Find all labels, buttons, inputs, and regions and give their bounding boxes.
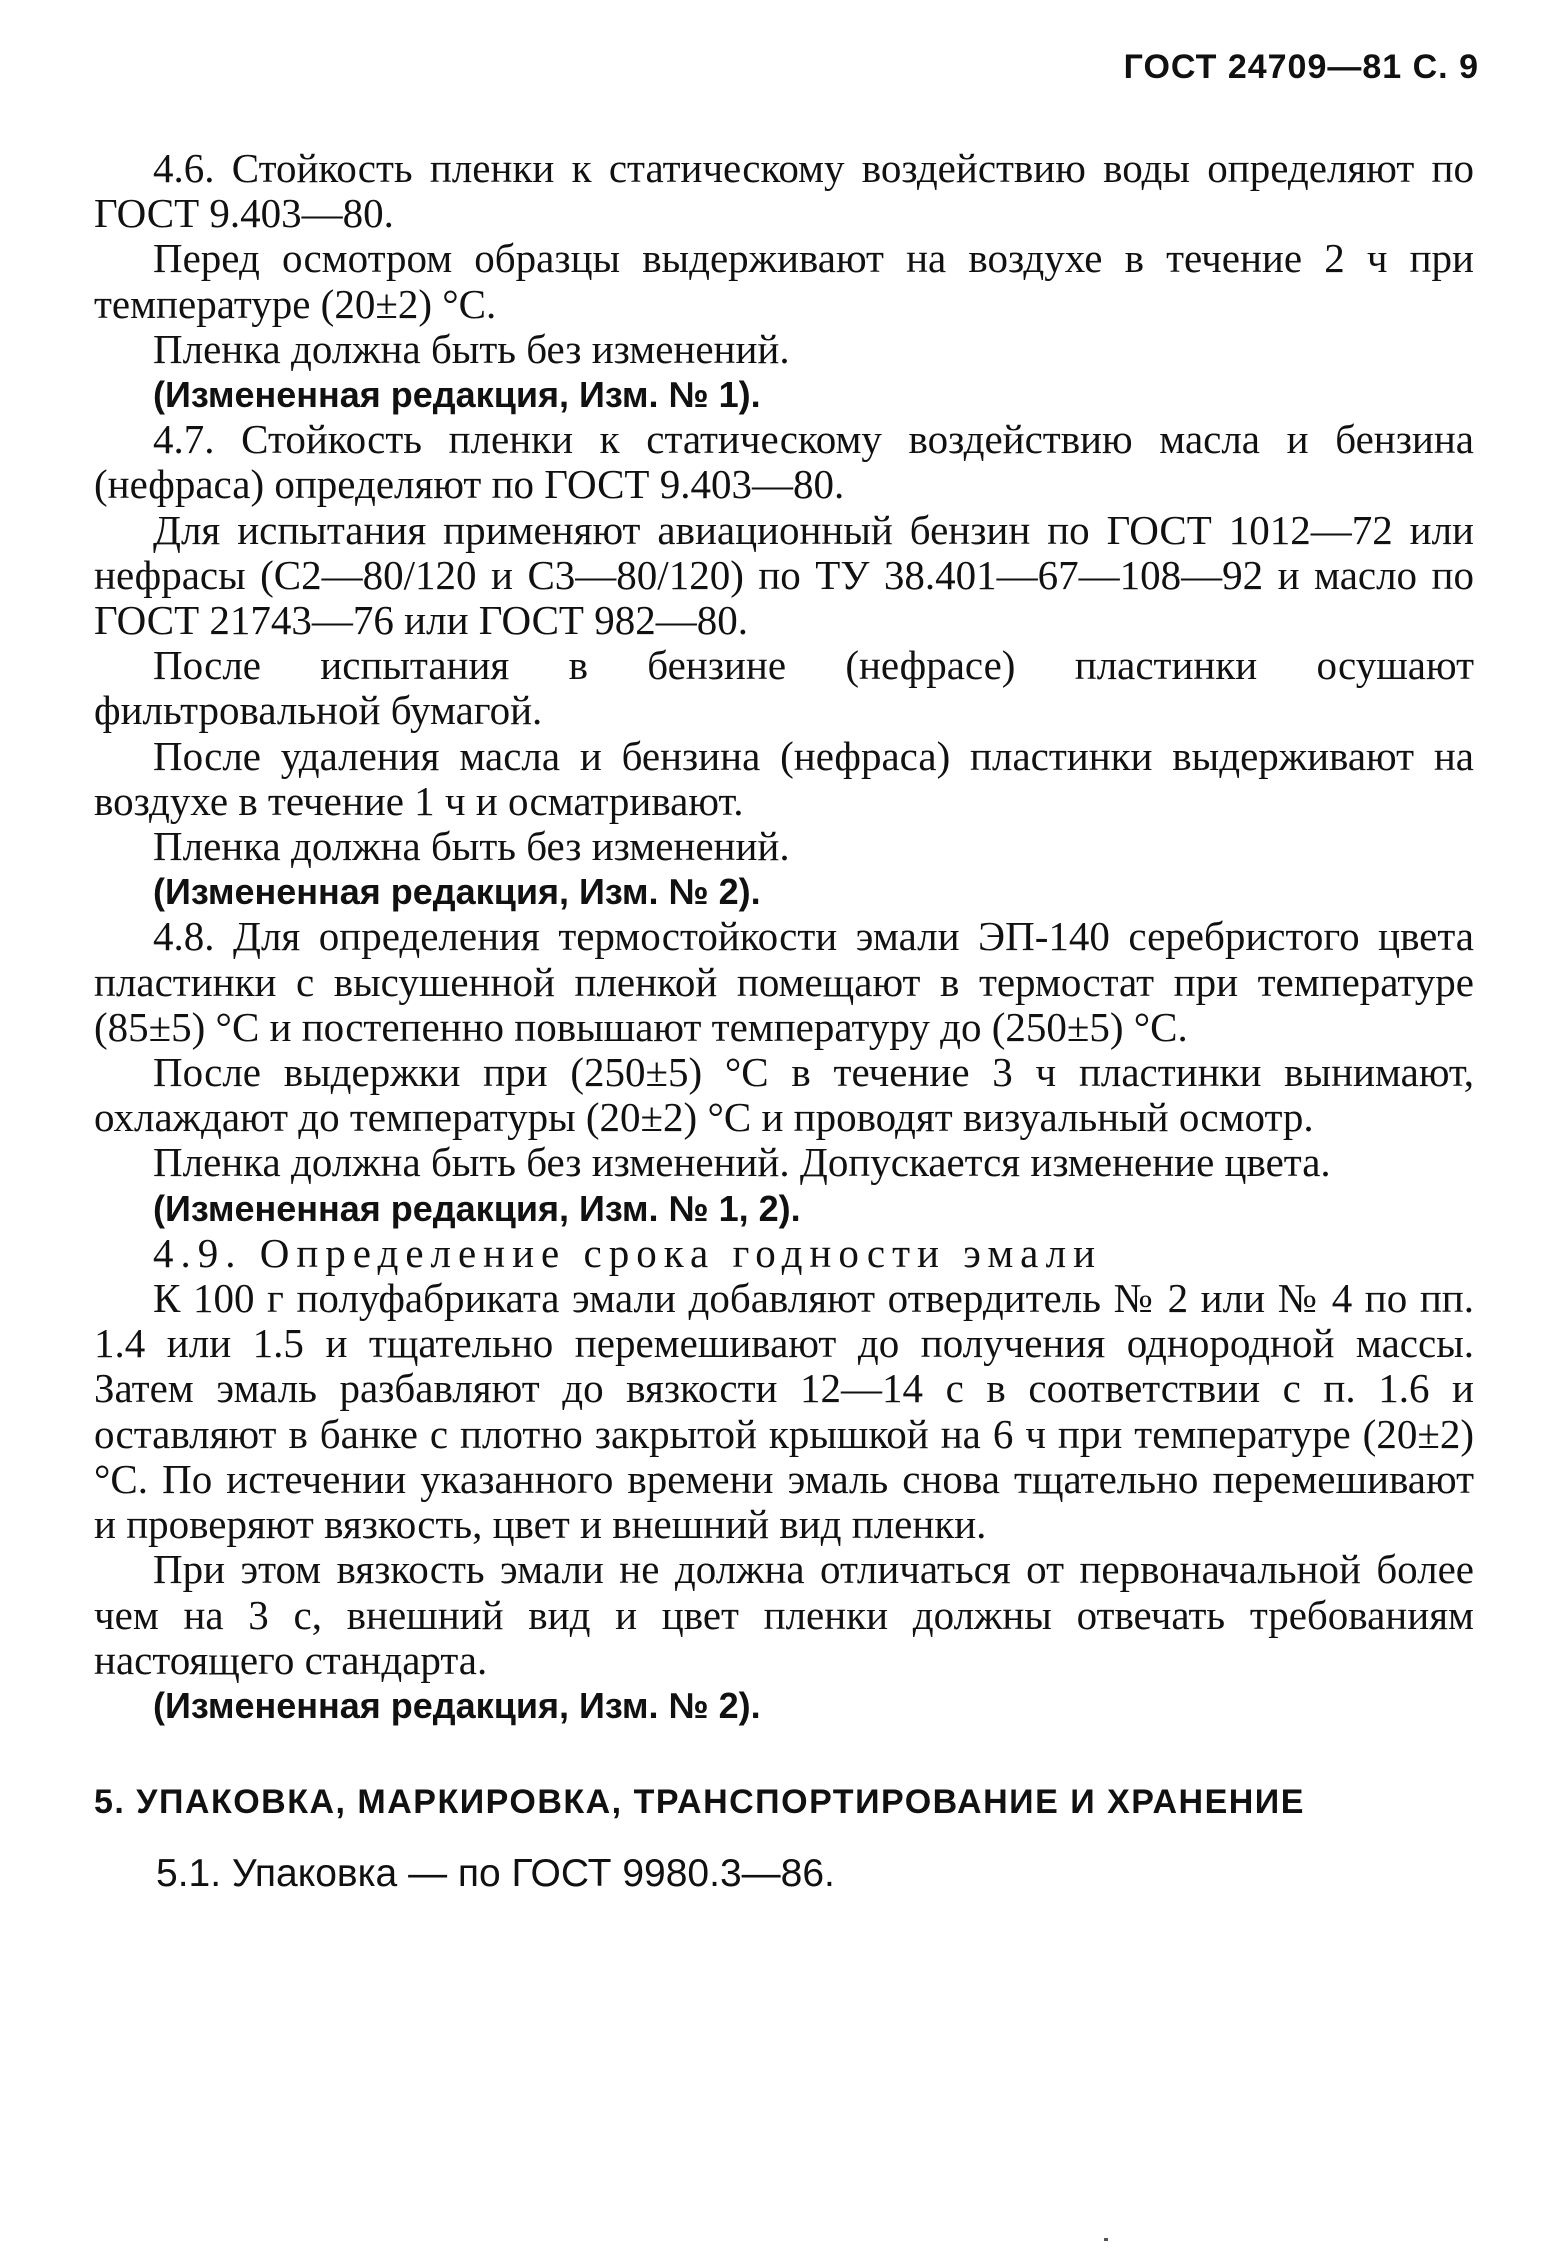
clause-4-7: 4.7. Стойкость пленки к статическому воздействию масла и бензина (нефраса) определяют по ГОСТ 9.403—80. (94, 416, 1474, 508)
scan-speck (1104, 2238, 1108, 2241)
clause-4-9-requirement: При этом вязкость эмали не должна отличаться от первоначальной более чем на 3 с, внешний вид и цвет пленки должны отвечать требованиям настоящего стандарта. (94, 1546, 1474, 1683)
amendment-note-4-7: (Измененная редакция, Изм. № 2). (153, 871, 761, 913)
page-header: ГОСТ 24709—81 С. 9 (1123, 48, 1479, 86)
document-body (94, 146, 1474, 1935)
clause-4-7-drying: После испытания в бензине (нефрасе) пластинки осушают фильтровальной бумагой. (94, 642, 1474, 734)
clause-4-6-conditioning: Перед осмотром образцы выдерживают на воздухе в течение 2 ч при температуре (20±2) °С. (94, 235, 1474, 327)
clause-4-8: 4.8. Для определения термостойкости эмали ЭП-140 серебристого цвета пластинки с высушенной пленкой помещают в термостат при температуре (85±5) °С и постепенно повышают температуру до (250±5) °С. (94, 913, 1474, 1050)
clause-4-9: К 100 г полуфабриката эмали добавляют отвердитель № 2 или № 4 по пп. 1.4 или 1.5 и тщательно перемешивают до получения однородной массы. Затем эмаль разбавляют до вязкости 12—14 с в соответствии с п. 1.6 и оставляют в банке с плотно закрытой крышкой на 6 ч при температуре (20±2) °С. По истечении указанного времени эмаль снова тщательно перемешивают и проверяют вязкость, цвет и внешний вид пленки. (94, 1275, 1474, 1548)
clause-4-7-inspection: После удаления масла и бензина (нефраса) пластинки выдерживают на воздухе в течение 1 ч и осматривают. (94, 732, 1474, 824)
clause-4-8-requirement: Пленка должна быть без изменений. Допускается изменение цвета. (153, 1139, 1331, 1186)
amendment-note-4-6: (Измененная редакция, Изм. № 1). (153, 374, 761, 416)
amendment-note-4-9: (Измененная редакция, Изм. № 2). (153, 1684, 761, 1726)
clause-4-6-requirement: Пленка должна быть без изменений. (153, 325, 790, 372)
clause-4-9-heading: 4.9. Определение срока годности эмали (153, 1229, 1103, 1276)
clause-4-7-requirement: Пленка должна быть без изменений. (153, 823, 790, 870)
clause-4-8-procedure: После выдержки при (250±5) °С в течение 3 ч пластинки вынимают, охлаждают до температуры (20±2) °С и проводят визуальный осмотр. (94, 1049, 1474, 1141)
clause-4-7-materials: Для испытания применяют авиационный бензин по ГОСТ 1012—72 или нефрасы (С2—80/120 и С3—80/120) по ТУ 38.401—67—108—92 и масло по ГОСТ 21743—76 или ГОСТ 982—80. (94, 506, 1474, 644)
amendment-note-4-8: (Измененная редакция, Изм. № 1, 2). (153, 1187, 801, 1229)
section-5-heading: 5. УПАКОВКА, МАРКИРОВКА, ТРАНСПОРТИРОВАНИЕ И ХРАНЕНИЕ (94, 1783, 1305, 1822)
clause-5-1: 5.1. Упаковка — по ГОСТ 9980.3—86. (156, 1852, 835, 1896)
clause-4-6: 4.6. Стойкость пленки к статическому воздействию воды определяют по ГОСТ 9.403—80. (94, 145, 1474, 237)
